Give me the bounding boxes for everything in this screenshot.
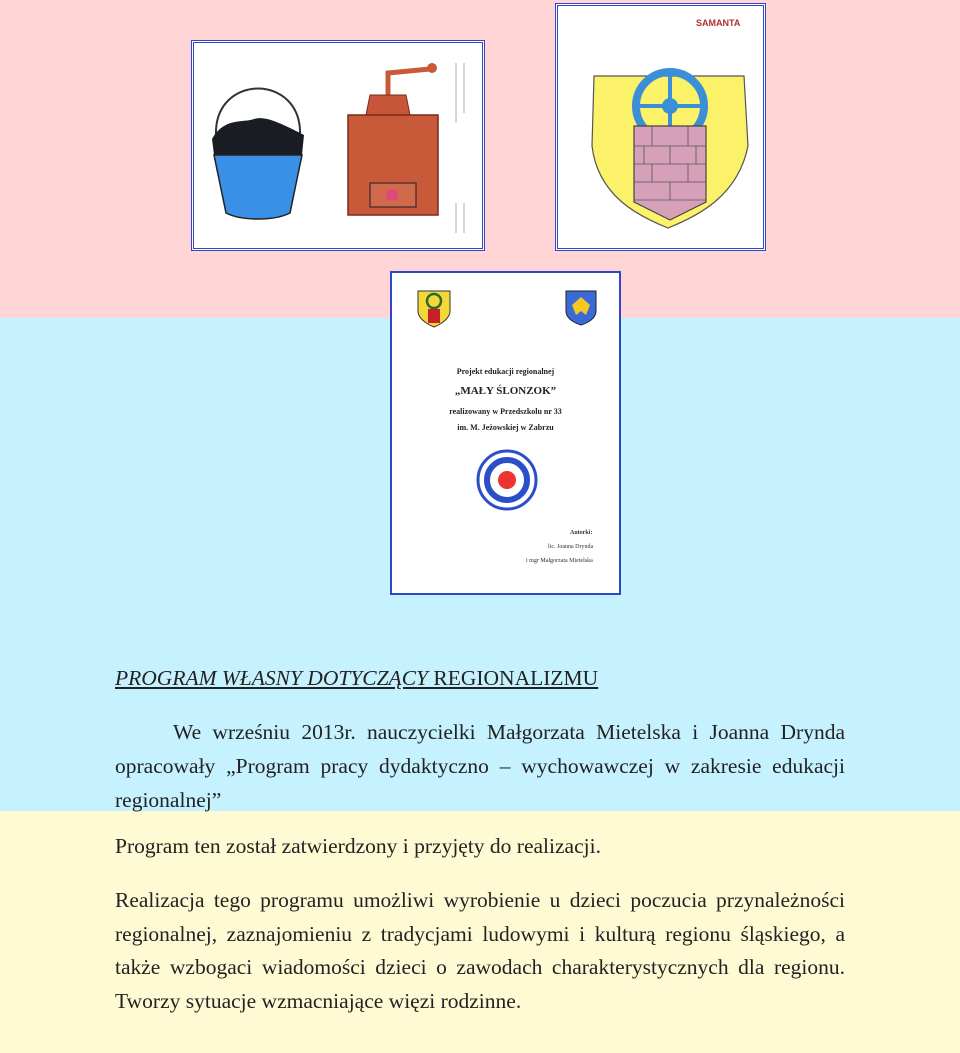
- project-cover-page: [390, 271, 621, 595]
- child-drawing-coat-of-arms: [555, 3, 766, 251]
- heading-rest: REGIONALIZMU: [428, 666, 599, 690]
- section-heading: [115, 666, 845, 691]
- kindergarten-logo-icon: [476, 449, 538, 511]
- cover-author: lic. Joanna Drynda: [548, 544, 594, 550]
- cover-patron: im. M. Jeżowskiej w Zabrzu: [457, 423, 554, 432]
- signature-text: SAMANTA: [696, 18, 741, 28]
- gear-tower-coat-of-arms-drawing: [558, 6, 763, 248]
- paragraph-intro: We wrześniu 2013r. nauczycielki Małgorzata Mietelska i Joanna Drynda opracowały „Program pracy dydaktyczno – wychowawczej w zakresie edukacji regionalnej”: [115, 720, 845, 812]
- cover-kindergarten: realizowany w Przedszkolu nr 33: [449, 407, 562, 416]
- heading-italic: PROGRAM WŁASNY DOTYCZĄCY: [115, 666, 428, 690]
- cover-subtitle: Projekt edukacji regionalnej: [456, 367, 555, 376]
- cover-authors-label: Autorki:: [570, 530, 593, 536]
- child-drawing-bucket-grinder: [191, 40, 485, 251]
- zabrze-crest-icon: [416, 289, 452, 329]
- silesia-eagle-crest-icon: [564, 289, 598, 327]
- bucket-and-coffee-grinder-drawing: [194, 43, 482, 248]
- paragraph-goals: Realizacja tego programu umożliwi wyrobienie u dzieci poczucia przynależności regionalnej, zaznajomieniu z tradycjami ludowymi i kulturą regionu śląskiego, a także wzbogaci wiadomości dzieci o zawodach charakterystycznych dla regionu. Tworzy sytuacje wzmacniające więzi rodzinne.: [115, 888, 845, 1013]
- paragraph-approval: Program ten został zatwierdzony i przyjęty do realizacji.: [115, 834, 601, 858]
- cover-author: i mgr Małgorzata Mietelska: [526, 558, 593, 564]
- cover-title: „MAŁY ŚLONZOK”: [454, 385, 557, 397]
